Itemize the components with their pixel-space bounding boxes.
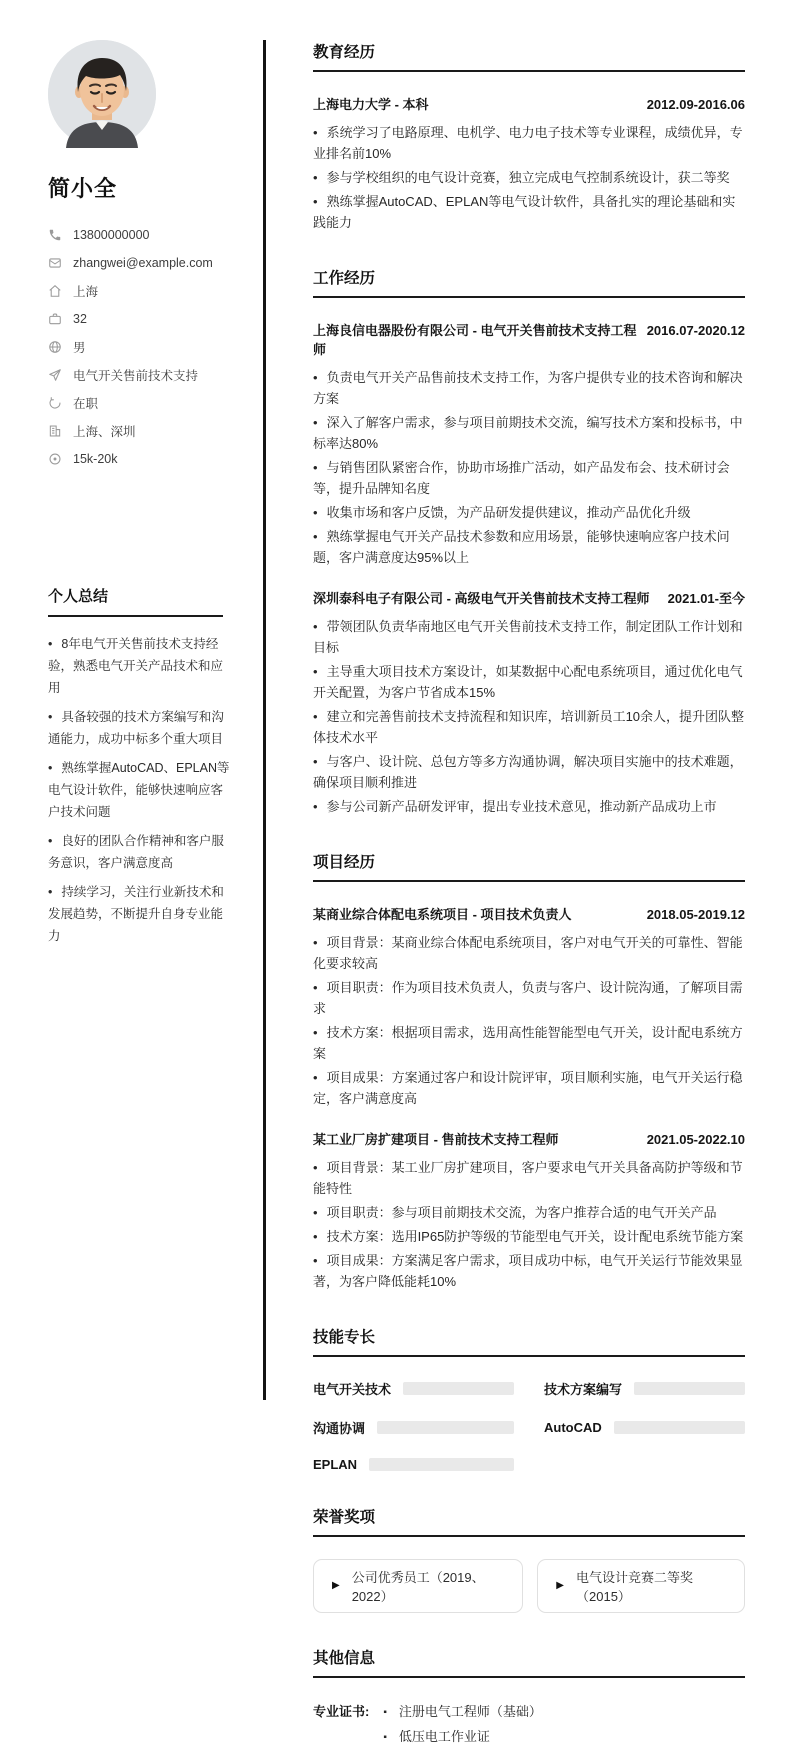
bullet-icon: • bbox=[313, 529, 318, 544]
skill-item bbox=[544, 1379, 745, 1398]
certificates-label: 专业证书: bbox=[313, 1704, 370, 1719]
contact-salary-value: 15k-20k bbox=[73, 452, 118, 466]
work-date: 2016.07-2020.12 bbox=[646, 323, 745, 338]
contact-location-value: 上海 bbox=[73, 285, 99, 299]
bullet-icon: • bbox=[313, 370, 318, 385]
bullet-item: • 熟练掌握AutoCAD、EPLAN等电气设计软件，具备扎实的理论基础和实践能力 bbox=[313, 194, 736, 230]
bullet-item: • 技术方案：选用IP65防护等级的节能型电气开关，设计配电系统节能方案 bbox=[313, 1229, 744, 1244]
project-entry bbox=[313, 1129, 745, 1292]
skill-item bbox=[313, 1379, 514, 1398]
honor-label: 电气设计竞赛二等奖（2015） bbox=[576, 1570, 694, 1604]
phone-icon bbox=[48, 228, 62, 242]
bullet-item: • 项目背景：某工业厂房扩建项目，客户要求电气开关具备高防护等级和节能特性 bbox=[313, 1160, 743, 1196]
certificates-row bbox=[313, 1700, 745, 1750]
bullet-item: • 主导重大项目技术方案设计，如某数据中心配电系统项目，通过优化电气开关配置，为客户节省成本15% bbox=[313, 664, 743, 700]
contact-email-value: zhangwei@example.com bbox=[73, 256, 213, 270]
briefcase-icon bbox=[48, 312, 62, 326]
contact-age bbox=[48, 305, 233, 333]
project-name-and-role: 某工业厂房扩建项目 - 售前技术支持工程师 bbox=[313, 1132, 559, 1147]
work-bullets bbox=[313, 616, 745, 817]
square-bullet-icon: ▪ bbox=[383, 1707, 387, 1718]
bullet-item: • 系统学习了电路原理、电机学、电力电子技术等专业课程，成绩优异，专业排名前10% bbox=[313, 125, 743, 161]
bullet-item: • 负责电气开关产品售前技术支持工作，为客户提供专业的技术咨询和解决方案 bbox=[313, 370, 743, 406]
contact-salary bbox=[48, 445, 233, 473]
entry-header bbox=[313, 94, 745, 113]
main-column bbox=[313, 40, 745, 1750]
bullet-icon: • bbox=[313, 1253, 318, 1268]
bullet-item: • 技术方案：根据项目需求，选用高性能智能型电气开关，设计配电系统方案 bbox=[313, 1025, 743, 1061]
education-section bbox=[313, 40, 745, 233]
avatar bbox=[48, 40, 156, 148]
certificate-item: ▪ 注册电气工程师（基础） bbox=[383, 1704, 542, 1719]
project-name-and-role: 某商业综合体配电系统项目 - 项目技术负责人 bbox=[313, 907, 572, 922]
company-and-role: 上海良信电器股份有限公司 - 电气开关售前技术支持工程师 bbox=[313, 323, 637, 357]
contact-list bbox=[48, 221, 233, 473]
bullet-icon: • bbox=[48, 761, 53, 775]
summary-section bbox=[48, 585, 233, 947]
skill-bar bbox=[369, 1458, 514, 1471]
summary-item: • 良好的团队合作精神和客户服务意识，客户满意度高 bbox=[48, 834, 224, 870]
honor-badge bbox=[537, 1559, 745, 1613]
skills-heading: 技能专长 bbox=[313, 1325, 745, 1357]
bullet-icon: • bbox=[48, 637, 53, 651]
certificate-list bbox=[383, 1700, 542, 1750]
work-entry bbox=[313, 588, 745, 817]
project-entry bbox=[313, 904, 745, 1109]
skill-label: AutoCAD bbox=[544, 1420, 602, 1435]
bullet-icon: • bbox=[313, 1070, 318, 1085]
bullet-item: • 与客户、设计院、总包方等多方沟通协调，解决项目实施中的技术难题，确保项目顺利推进 bbox=[313, 754, 743, 790]
bullet-icon: • bbox=[313, 170, 318, 185]
entry-header bbox=[313, 320, 745, 358]
work-section bbox=[313, 266, 745, 817]
contact-phone-value: 13800000000 bbox=[73, 228, 150, 242]
summary-item: • 具备较强的技术方案编写和沟通能力，成功中标多个重大项目 bbox=[48, 710, 224, 746]
work-entry bbox=[313, 320, 745, 568]
bullet-item: • 收集市场和客户反馈，为产品研发提供建议，推动产品优化升级 bbox=[313, 505, 691, 520]
building-icon bbox=[48, 424, 62, 438]
honor-list bbox=[313, 1559, 745, 1613]
summary-item: • 熟练掌握AutoCAD、EPLAN等电气设计软件，能够快速响应客户技术问题 bbox=[48, 761, 230, 819]
bullet-item: • 建立和完善售前技术支持流程和知识库，培训新员工10余人，提升团队整体技术水平 bbox=[313, 709, 745, 745]
bullet-item: • 参与公司新产品研发评审，提出专业技术意见，推动新产品成功上市 bbox=[313, 799, 717, 814]
skill-label: EPLAN bbox=[313, 1457, 358, 1472]
bullet-icon: • bbox=[313, 619, 318, 634]
honors-section bbox=[313, 1505, 745, 1613]
email-icon bbox=[48, 256, 62, 270]
contact-age-value: 32 bbox=[73, 312, 87, 326]
skill-item bbox=[544, 1418, 745, 1437]
summary-item: • 8年电气开关售前技术支持经验，熟悉电气开关产品技术和应用 bbox=[48, 637, 224, 695]
bullet-icon: • bbox=[313, 1025, 318, 1040]
bullet-item: • 深入了解客户需求，参与项目前期技术交流，编写技术方案和投标书，中标率达80% bbox=[313, 415, 743, 451]
contact-status bbox=[48, 389, 233, 417]
honors-heading: 荣誉奖项 bbox=[313, 1505, 745, 1537]
skill-item bbox=[313, 1418, 514, 1437]
certificate-item: ▪ 低压电工作业证 bbox=[383, 1729, 490, 1744]
summary-list bbox=[48, 633, 233, 947]
summary-heading: 个人总结 bbox=[48, 585, 223, 617]
work-heading: 工作经历 bbox=[313, 266, 745, 298]
bullet-icon: • bbox=[313, 664, 318, 679]
bullet-icon: • bbox=[313, 799, 318, 814]
bullet-item: • 熟练掌握电气开关产品技术参数和应用场景，能够快速响应客户技术问题，客户满意度达95%以上 bbox=[313, 529, 730, 565]
other-section bbox=[313, 1646, 745, 1750]
skill-label: 电气开关技术 bbox=[313, 1382, 392, 1397]
project-bullets bbox=[313, 1157, 745, 1292]
skill-label: 沟通协调 bbox=[313, 1421, 366, 1436]
contact-status-value: 在职 bbox=[73, 397, 99, 411]
bullet-icon: • bbox=[313, 709, 318, 724]
work-bullets bbox=[313, 367, 745, 568]
skills-section bbox=[313, 1325, 745, 1472]
skills-grid bbox=[313, 1379, 745, 1472]
bullet-icon: • bbox=[313, 505, 318, 520]
contact-location bbox=[48, 277, 233, 305]
bullet-icon: • bbox=[313, 1160, 318, 1175]
bullet-item: • 项目职责：作为项目技术负责人，负责与客户、设计院沟通，了解项目需求 bbox=[313, 980, 743, 1016]
skill-bar bbox=[614, 1421, 745, 1434]
bullet-icon: • bbox=[313, 194, 318, 209]
bullet-icon: • bbox=[313, 1229, 318, 1244]
skill-label: 技术方案编写 bbox=[544, 1382, 623, 1397]
bullet-icon: • bbox=[48, 834, 53, 848]
candidate-name: 简小全 bbox=[48, 176, 118, 201]
bullet-item: • 带领团队负责华南地区电气开关售前技术支持工作，制定团队工作计划和目标 bbox=[313, 619, 743, 655]
bullet-item: • 项目职责：参与项目前期技术交流，为客户推荐合适的电气开关产品 bbox=[313, 1205, 717, 1220]
skill-bar bbox=[377, 1421, 514, 1434]
project-bullets bbox=[313, 932, 745, 1109]
globe-icon bbox=[48, 340, 62, 354]
entry-header bbox=[313, 588, 745, 607]
bullet-icon: • bbox=[313, 980, 318, 995]
bullet-icon: • bbox=[48, 710, 53, 724]
entry-header bbox=[313, 1129, 745, 1148]
bullet-icon: • bbox=[313, 460, 318, 475]
education-bullets bbox=[313, 122, 745, 233]
play-icon: ▶ bbox=[332, 1580, 340, 1591]
bullet-icon: • bbox=[313, 125, 318, 140]
avatar-portrait-illustration bbox=[48, 40, 156, 148]
entry-header bbox=[313, 904, 745, 923]
column-divider bbox=[263, 40, 266, 1400]
education-entry bbox=[313, 94, 745, 233]
contact-email bbox=[48, 249, 233, 277]
education-date: 2012.09-2016.06 bbox=[646, 97, 745, 112]
honor-badge bbox=[313, 1559, 523, 1613]
bullet-icon: • bbox=[313, 754, 318, 769]
contact-cities bbox=[48, 417, 233, 445]
bullet-icon: • bbox=[313, 1205, 318, 1220]
bullet-item: • 项目背景：某商业综合体配电系统项目，客户对电气开关的可靠性、智能化要求较高 bbox=[313, 935, 743, 971]
bullet-item: • 参与学校组织的电气设计竞赛，独立完成电气控制系统设计，获二等奖 bbox=[313, 170, 730, 185]
bullet-icon: • bbox=[313, 935, 318, 950]
projects-heading: 项目经历 bbox=[313, 850, 745, 882]
skill-item bbox=[313, 1457, 514, 1472]
contact-cities-value: 上海、深圳 bbox=[73, 425, 136, 439]
refresh-circle-icon bbox=[48, 396, 62, 410]
work-date: 2021.01-至今 bbox=[667, 591, 745, 606]
project-date: 2021.05-2022.10 bbox=[646, 1132, 745, 1147]
target-icon bbox=[48, 452, 62, 466]
skill-bar bbox=[634, 1382, 745, 1395]
honor-label: 公司优秀员工（2019、2022） bbox=[351, 1570, 485, 1604]
bullet-item: • 项目成果：方案通过客户和设计院评审，项目顺利实施，电气开关运行稳定，客户满意度高 bbox=[313, 1070, 743, 1106]
contact-position bbox=[48, 361, 233, 389]
contact-gender bbox=[48, 333, 233, 361]
school-name: 上海电力大学 - 本科 bbox=[313, 97, 429, 112]
home-icon bbox=[48, 284, 62, 298]
square-bullet-icon: ▪ bbox=[383, 1732, 387, 1743]
education-heading: 教育经历 bbox=[313, 40, 745, 72]
contact-phone bbox=[48, 221, 233, 249]
sidebar bbox=[0, 0, 263, 954]
contact-gender-value: 男 bbox=[73, 341, 86, 355]
summary-item: • 持续学习，关注行业新技术和发展趋势，不断提升自身专业能力 bbox=[48, 885, 224, 943]
bullet-item: • 与销售团队紧密合作，协助市场推广活动，如产品发布会、技术研讨会等，提升品牌知名度 bbox=[313, 460, 730, 496]
skill-bar bbox=[403, 1382, 514, 1395]
other-heading: 其他信息 bbox=[313, 1646, 745, 1678]
play-icon: ▶ bbox=[556, 1580, 564, 1591]
projects-section bbox=[313, 850, 745, 1292]
project-date: 2018.05-2019.12 bbox=[646, 907, 745, 922]
contact-position-value: 电气开关售前技术支持 bbox=[73, 369, 199, 383]
paper-plane-icon bbox=[48, 368, 62, 382]
company-and-role: 深圳泰科电子有限公司 - 高级电气开关售前技术支持工程师 bbox=[313, 591, 650, 606]
bullet-item: • 项目成果：方案满足客户需求，项目成功中标，电气开关运行节能效果显著，为客户降低能耗10% bbox=[313, 1253, 743, 1289]
bullet-icon: • bbox=[313, 415, 318, 430]
bullet-icon: • bbox=[48, 885, 53, 899]
